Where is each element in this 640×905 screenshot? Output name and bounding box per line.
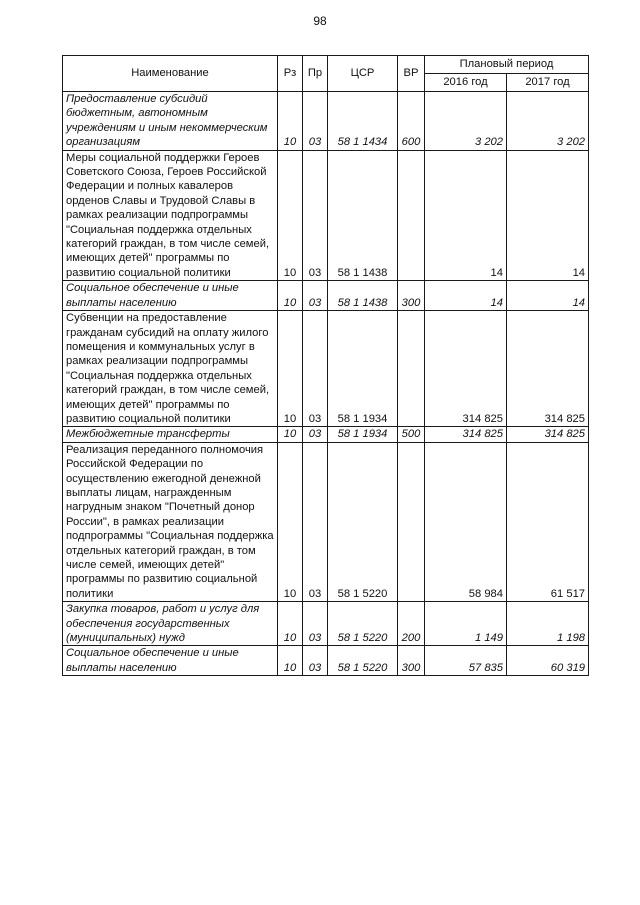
row-pr: 03 xyxy=(303,150,328,281)
row-csr: 58 1 1434 xyxy=(328,92,398,151)
row-name: Закупка товаров, работ и услуг для обеспечения государственных (муниципальных) нужд xyxy=(63,602,278,646)
row-vr: 500 xyxy=(398,427,425,442)
row-2016: 14 xyxy=(425,281,507,311)
row-2016: 57 835 xyxy=(425,646,507,676)
row-pr: 03 xyxy=(303,602,328,646)
table-row xyxy=(63,92,589,151)
row-2017: 14 xyxy=(507,150,589,281)
header-rz: Рз xyxy=(278,56,303,92)
table-row xyxy=(63,311,589,427)
row-csr: 58 1 5220 xyxy=(328,442,398,601)
row-vr: 200 xyxy=(398,602,425,646)
row-2017: 14 xyxy=(507,281,589,311)
row-vr: 300 xyxy=(398,646,425,676)
row-rz: 10 xyxy=(278,281,303,311)
row-vr xyxy=(398,442,425,601)
row-name: Предоставление субсидий бюджетным, автономным учреждениям и иным некоммерческим организациям xyxy=(63,92,278,151)
row-2017: 61 517 xyxy=(507,442,589,601)
header-name: Наименование xyxy=(63,56,278,92)
row-name: Социальное обеспечение и иные выплаты населению xyxy=(63,646,278,676)
row-pr: 03 xyxy=(303,442,328,601)
row-rz: 10 xyxy=(278,92,303,151)
row-pr: 03 xyxy=(303,646,328,676)
page-number: 98 xyxy=(313,14,327,28)
row-name: Реализация переданного полномочия Российской Федерации по осуществлению ежегодной денежной выплаты лицам, награжденным нагрудным знаком "Почетный донор России", в рамках реализации подпрограммы "Социальная поддержка отдельных категорий граждан, в том числе семей, имеющих детей" программы по развитию социальной политики xyxy=(63,442,278,601)
row-vr: 600 xyxy=(398,92,425,151)
header-planning-period: Плановый период xyxy=(425,56,589,74)
row-2017: 314 825 xyxy=(507,427,589,442)
row-name: Социальное обеспечение и иные выплаты населению xyxy=(63,281,278,311)
header-pr: Пр xyxy=(303,56,328,92)
row-csr: 58 1 1934 xyxy=(328,311,398,427)
row-rz: 10 xyxy=(278,602,303,646)
row-name: Субвенции на предоставление гражданам субсидий на оплату жилого помещения и коммунальных услуг в рамках реализации подпрограммы "Социальная поддержка отдельных категорий граждан, в том числе семей, имеющих детей" программы по развитию социальной политики xyxy=(63,311,278,427)
row-name: Межбюджетные трансферты xyxy=(63,427,278,442)
header-csr: ЦСР xyxy=(328,56,398,92)
row-pr: 03 xyxy=(303,427,328,442)
budget-table xyxy=(62,55,589,676)
row-2017: 1 198 xyxy=(507,602,589,646)
row-2016: 3 202 xyxy=(425,92,507,151)
row-rz: 10 xyxy=(278,442,303,601)
header-year-2016: 2016 год xyxy=(425,74,507,92)
row-pr: 03 xyxy=(303,92,328,151)
row-csr: 58 1 1934 xyxy=(328,427,398,442)
row-name: Меры социальной поддержки Героев Советского Союза, Героев Российской Федерации и полных кавалеров орденов Славы и Трудовой Славы в рамках реализации подпрограммы "Социальная поддержка отдельных категорий граждан, в том числе семей, имеющих детей" программы по развитию социальной политики xyxy=(63,150,278,281)
table-row xyxy=(63,281,589,311)
header-year-2017: 2017 год xyxy=(507,74,589,92)
row-pr: 03 xyxy=(303,311,328,427)
header-vr: ВР xyxy=(398,56,425,92)
row-vr xyxy=(398,150,425,281)
row-2016: 314 825 xyxy=(425,427,507,442)
row-2016: 14 xyxy=(425,150,507,281)
table-row xyxy=(63,646,589,676)
table-row xyxy=(63,427,589,442)
row-rz: 10 xyxy=(278,150,303,281)
row-2017: 314 825 xyxy=(507,311,589,427)
row-2017: 3 202 xyxy=(507,92,589,151)
row-2016: 1 149 xyxy=(425,602,507,646)
table-row xyxy=(63,602,589,646)
row-2017: 60 319 xyxy=(507,646,589,676)
row-2016: 58 984 xyxy=(425,442,507,601)
row-csr: 58 1 1438 xyxy=(328,150,398,281)
row-2016: 314 825 xyxy=(425,311,507,427)
row-rz: 10 xyxy=(278,646,303,676)
table-row xyxy=(63,150,589,281)
row-rz: 10 xyxy=(278,311,303,427)
row-csr: 58 1 1438 xyxy=(328,281,398,311)
row-vr xyxy=(398,311,425,427)
row-pr: 03 xyxy=(303,281,328,311)
row-csr: 58 1 5220 xyxy=(328,602,398,646)
table-row xyxy=(63,442,589,601)
row-rz: 10 xyxy=(278,427,303,442)
row-vr: 300 xyxy=(398,281,425,311)
row-csr: 58 1 5220 xyxy=(328,646,398,676)
